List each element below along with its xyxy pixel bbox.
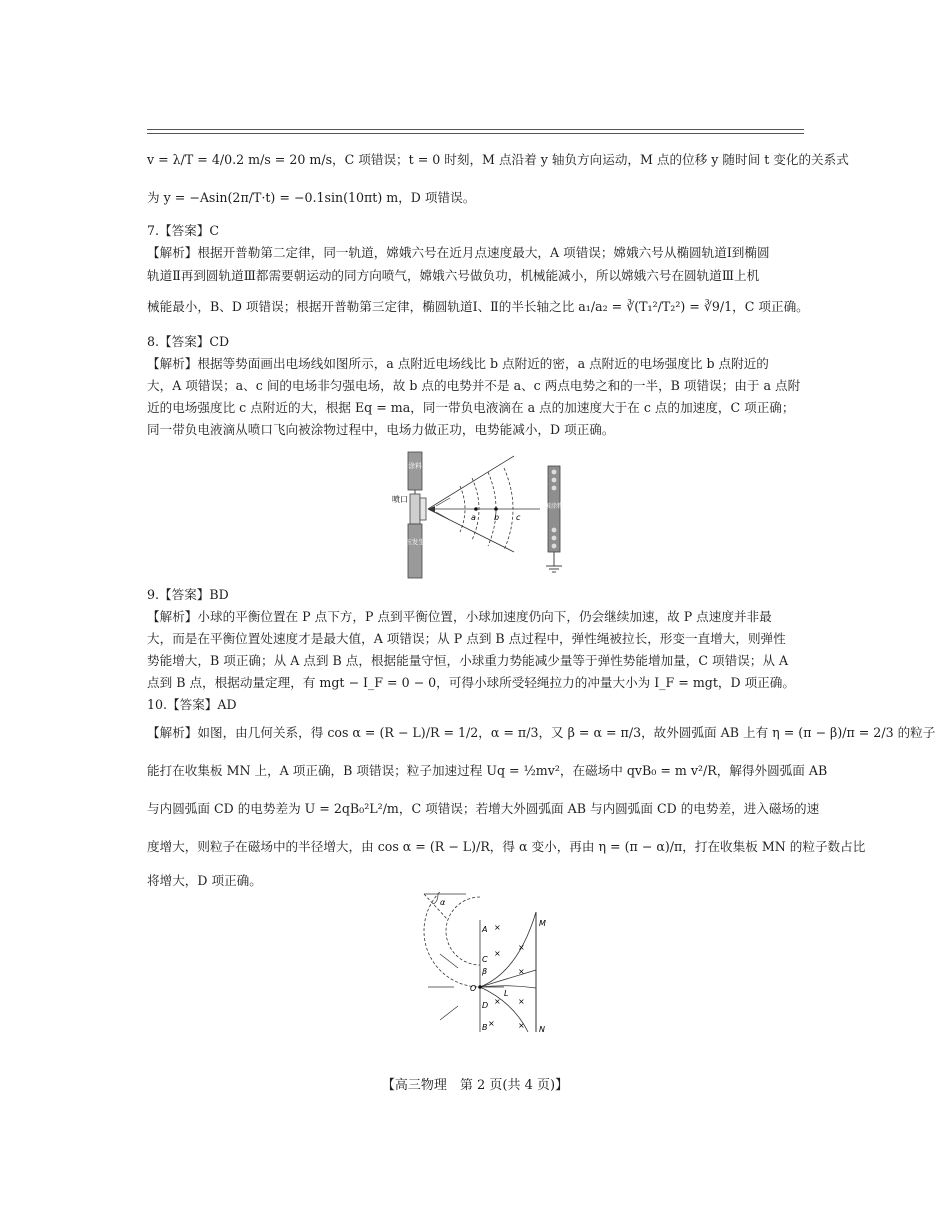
plate-dot (552, 470, 557, 475)
generator-box (408, 524, 422, 578)
label-a: a (471, 513, 476, 522)
label-B: B (482, 1023, 488, 1032)
label-N: N (539, 1025, 545, 1034)
q6-line-2: 为 y = −Asin(2π/T·t) = −0.1sin(10πt) m，D 项错误。 (147, 190, 476, 205)
inner-arc-CD (446, 897, 480, 965)
plate-dot (552, 478, 557, 483)
page-footer: 【高三物理 第 2 页(共 4 页)】 (381, 1078, 569, 1093)
q10-line-4: 度增大，则粒子在磁场中的半径增大，由 cos α = (R − L)/R，得 α 变小，再由 η = (π − α)/π，打在收集板 MN 的粒子数占比 (147, 839, 866, 854)
paint-label: 涂料 (408, 462, 422, 470)
object-label: 被涂物 (544, 503, 564, 510)
q8-line-1: 【解析】根据等势面画出电场线如图所示，a 点附近电场线比 b 点附近的密，a 点附近的电场强度比 b 点附近的 (147, 356, 769, 371)
q9-line-2: 大，而是在平衡位置处速度才是最大值，A 项错误；从 P 点到 B 点过程中，弹性绳被拉长，形变一直增大，则弹性 (147, 631, 786, 646)
top-rule (147, 129, 804, 130)
point-O (478, 985, 482, 989)
label-M: M (539, 919, 546, 928)
q7-line-1: 【解析】根据开普勒第二定律，同一轨道，嫦娥六号在近月点速度最大，A 项错误；嫦娥六号从椭圆轨道Ⅰ到椭圆 (147, 245, 770, 260)
field-line-2 (436, 512, 450, 520)
field-boundary-top (428, 456, 514, 509)
q8-spray-figure (390, 448, 580, 580)
paint-box (408, 452, 422, 490)
plate-dot (552, 486, 557, 491)
point-b (494, 507, 498, 511)
field-cross: × (518, 943, 525, 952)
radial-arrow-3 (440, 1006, 458, 1020)
q6-line-1 (147, 151, 849, 169)
field-cross: × (488, 1019, 495, 1028)
top-rule-2 (147, 133, 804, 134)
alpha-arc (433, 894, 438, 904)
label-D: D (482, 1001, 489, 1010)
label-C: C (482, 955, 488, 964)
plate-dot (552, 528, 557, 533)
q9-answer: 9.【答案】BD (147, 587, 229, 602)
q9-line-3: 势能增大，B 项正确；从 A 点到 B 点，根据能量守恒，小球重力势能减少量等于弹性势能增加量，C 项错误；从 A (147, 653, 789, 668)
trajectory-1 (480, 912, 536, 987)
q10-line-1: 【解析】如图，由几何关系，得 cos α = (R − L)/R = 1/2，α = π/3，又 β = α = π/3，故外圆弧面 AB 上有 η = (π − β)/π = 2/3 的粒子 (147, 725, 936, 740)
q7-line-3: 械能最小，B、D 项错误；根据开普勒第三定律，椭圆轨道Ⅰ、Ⅱ的半长轴之比 a₁/a₂ = ∛(T₁²/T₂²) = ∛9/1，C 项正确。 (147, 299, 809, 314)
q8-answer: 8.【答案】CD (147, 334, 230, 349)
field-cross: × (494, 923, 501, 932)
nozzle-head (420, 498, 426, 520)
field-cross: × (518, 997, 525, 1006)
radial-arrow-2 (440, 954, 458, 968)
q9-line-1: 【解析】小球的平衡位置在 P 点下方，P 点到平衡位置，小球加速度仍向下，仍会继续加速，故 P 点速度并非最 (147, 609, 772, 624)
q10-answer: 10.【答案】AD (147, 697, 237, 712)
plate-dot (552, 536, 557, 541)
q8-line-2: 大，A 项错误；a、c 间的电场非匀强电场，故 b 点的电势并不是 a、c 两点电势之和的一半，B 项错误；由于 a 点附 (147, 378, 801, 393)
q6-line-1-tail: ，C 项错误；t = 0 时刻，M 点沿着 y 轴负方向运动，M 点的位移 y 随时间 t 变化的关系式 (332, 152, 849, 167)
label-c: c (516, 513, 521, 522)
label-beta: β (482, 967, 488, 976)
label-O: O (470, 984, 477, 993)
q8-line-3: 近的电场强度比 c 点附近的大，根据 Eq = ma，同一带负电液滴在 a 点的加速度大于在 c 点的加速度，C 项正确； (147, 400, 795, 415)
q8-line-4: 同一带负电液滴从喷口飞向被涂物过程中，电场力做正功，电势能减小，D 项正确。 (147, 422, 615, 437)
label-A: A (482, 925, 488, 934)
nozzle-body (410, 494, 420, 524)
nozzle-label: 喷口 (392, 495, 408, 504)
generator-label: 高压发生器 (398, 538, 432, 546)
q9-line-4: 点到 B 点，根据动量定理，有 mgt − I_F = 0 − 0，可得小球所受轻绳拉力的冲量大小为 I_F = mgt，D 项正确。 (147, 675, 795, 690)
alpha-label: α (440, 898, 446, 907)
field-cross: × (518, 1021, 525, 1030)
outer-arc-AB (424, 892, 480, 987)
q10-line-3: 与内圆弧面 CD 的电势差为 U = 2qB₀²L²/m，C 项错误；若增大外圆弧面 AB 与内圆弧面 CD 的电势差，进入磁场的速 (147, 801, 820, 816)
point-a (474, 507, 478, 511)
q10-line-5: 将增大，D 项正确。 (147, 873, 262, 888)
q7-answer: 7.【答案】C (147, 223, 220, 238)
field-cross: × (518, 967, 525, 976)
q6-formula-v: v = λ/T = 4/0.2 m/s = 20 m/s (147, 152, 333, 167)
label-L: L (504, 989, 509, 998)
q7-line-2: 轨道Ⅱ再到圆轨道Ⅲ都需要朝运动的同方向喷气，嫦娥六号做负功，机械能减小，所以嫦娥六号在圆轨道Ⅲ上机 (147, 268, 760, 283)
q10-line-2: 能打在收集板 MN 上，A 项正确，B 项错误；粒子加速过程 Uq = ½mv²，在磁场中 qvB₀ = m v²/R，解得外圆弧面 AB (147, 763, 828, 778)
field-cross: × (494, 949, 501, 958)
field-cross: × (494, 997, 501, 1006)
field-line-1 (436, 498, 450, 506)
q10-magnetic-figure (418, 892, 568, 1034)
plate-dot (552, 544, 557, 549)
label-b: b (494, 513, 500, 522)
trajectory-2 (480, 970, 536, 987)
